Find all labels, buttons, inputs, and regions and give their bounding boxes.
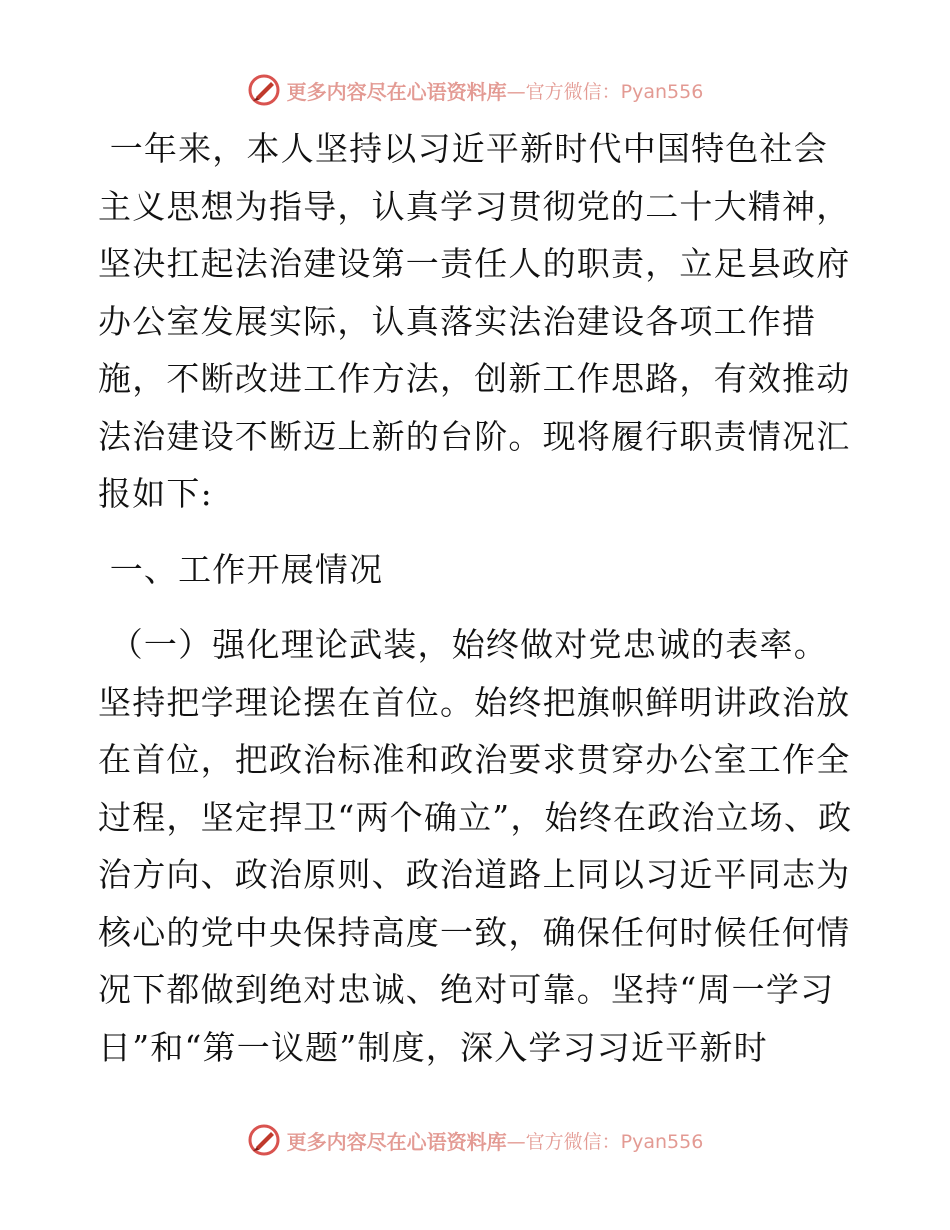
section-heading: 一、工作开展情况 [98,549,384,589]
watermark-logo-icon [247,1123,281,1157]
watermark-sub-text: —官方微信：Pyan556 [506,1130,704,1153]
document-body [98,120,858,1076]
header-watermark [0,70,950,110]
subsection-paragraph: （一）强化理论武装，始终做对党忠诚的表率。坚持把学理论摆在首位。始终把旗帜鲜明讲政治放在首位，把政治标准和政治要求贯穿办公室工作全过程，坚定捍卫“两个确立”，始终在政治立场、政治方向、政治原则、政治道路上同以习近平同志为核心的党中央保持高度一致，确保任何时候任何情况下都做到绝对忠诚、绝对可靠。坚持“周一学习日”和“第一议题”制度，深入学习习近平新时 [98,625,853,1067]
watermark-main-text: 更多内容尽在心语资料库 [286,1129,507,1154]
intro-paragraph: 一年来，本人坚持以习近平新时代中国特色社会主义思想为指导，认真学习贯彻党的二十大精神，坚决扛起法治建设第一责任人的职责，立足县政府办公室发展实际，认真落实法治建设各项工作措施，不断改进工作方法，创新工作思路，有效推动法治建设不断迈上新的台阶。现将履行职责情况汇报如下: [98,129,851,513]
watermark-logo-icon [247,73,281,107]
watermark-main-text: 更多内容尽在心语资料库 [286,79,507,104]
footer-watermark [0,1120,950,1160]
watermark-sub-text: —官方微信：Pyan556 [506,80,704,103]
